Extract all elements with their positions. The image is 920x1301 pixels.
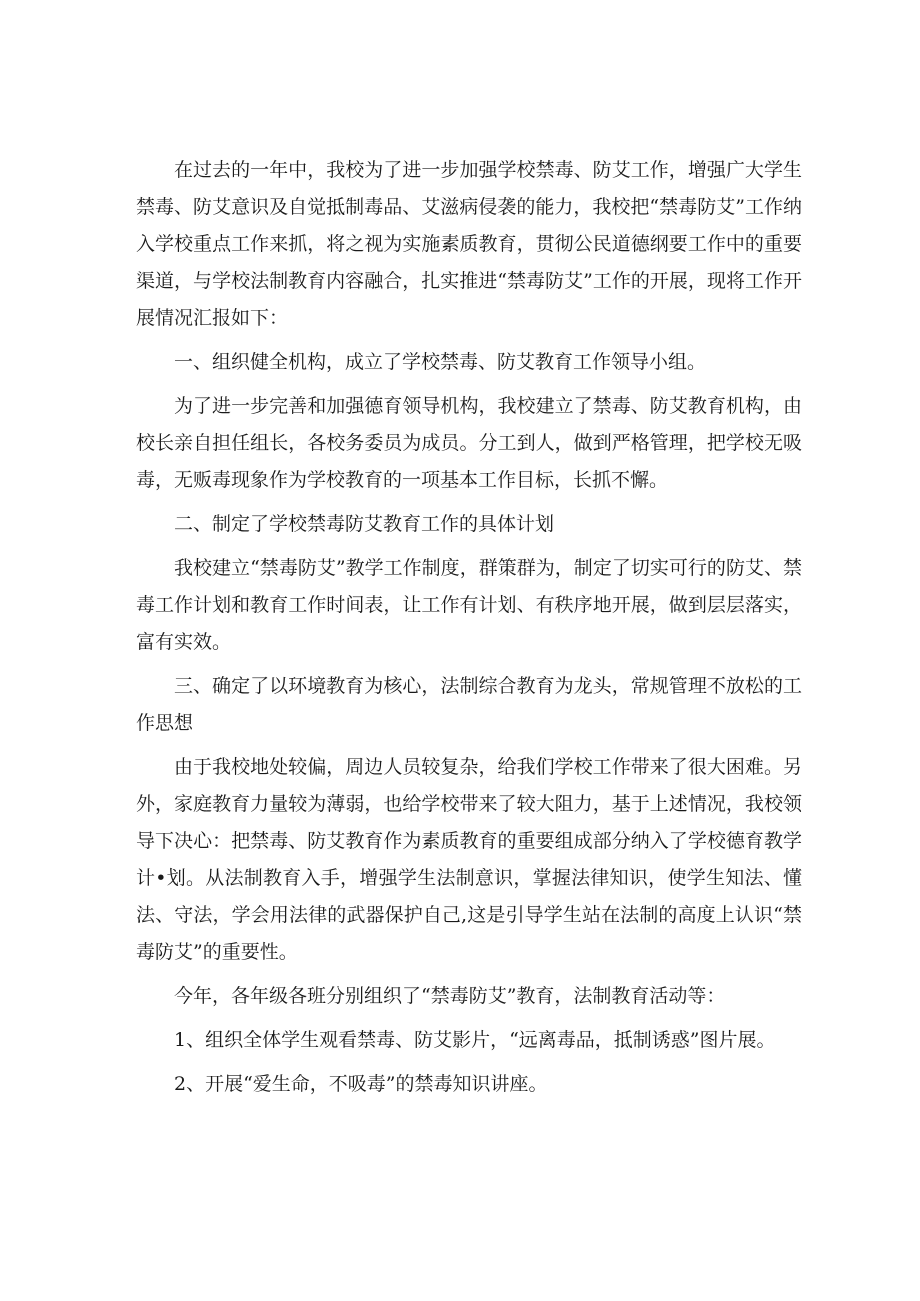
section-1-heading: 一、组织健全机构，成立了学校禁毒、防艾教育工作领导小组。 (174, 351, 707, 373)
activities-intro-paragraph: 今年，各年级各班分别组织了“禁毒防艾”教育，法制教育活动等： (174, 985, 726, 1007)
section-1-paragraph: 为了进一步完善和加强德育领导机构，我校建立了禁毒、防艾教育机构，由校长亲自担任组长，各校务委员为成员。分工到人，做到严格管理，把学校无吸毒，无贩毒现象作为学校教育的一项基本工作目标，长抓不懈。 (136, 395, 802, 491)
activity-item-1: 1、组织全体学生观看禁毒、防艾影片，“远离毒品，抵制诱惑”图片展。 (174, 1029, 776, 1051)
intro-paragraph: 在过去的一年中，我校为了进一步加强学校禁毒、防艾工作，增强广大学生禁毒、防艾意识及自觉抵制毒品、艾滋病侵袭的能力，我校把“禁毒防艾”工作纳入学校重点工作来抓，将之视为实施素质教育，贯彻公民道德纲要工作中的重要渠道，与学校法制教育内容融合，扎实推进“禁毒防艾”工作的开展，现将工作开展情况汇报如下： (136, 159, 802, 329)
section-3-paragraph: 由于我校地处较偏，周边人员较复杂，给我们学校工作带来了很大困难。另外，家庭教育力量较为薄弱，也给学校带来了较大阻力，基于上述情况，我校领导下决心：把禁毒、防艾教育作为素质教育的重要组成部分纳入了学校德育教学计•划。从法制教育入手，增强学生法制意识，掌握法律知识，使学生知法、懂法、守法，学会用法律的武器保护自己,这是引导学生站在法制的高度上认识“禁毒防艾”的重要性。 (136, 756, 802, 963)
activity-item-2: 2、开展“爱生命，不吸毒”的禁毒知识讲座。 (174, 1073, 548, 1095)
section-3-heading: 三、确定了以环境教育为核心，法制综合教育为龙头，常规管理不放松的工作思想 (136, 675, 802, 734)
section-2-paragraph: 我校建立“禁毒防艾”教学工作制度，群策群为，制定了切实可行的防艾、禁毒工作计划和教育工作时间表，让工作有计划、有秩序地开展，做到层层落实，富有实效。 (136, 557, 802, 653)
section-2-heading: 二、制定了学校禁毒防艾教育工作的具体计划 (174, 513, 555, 535)
document-body (136, 152, 802, 1110)
